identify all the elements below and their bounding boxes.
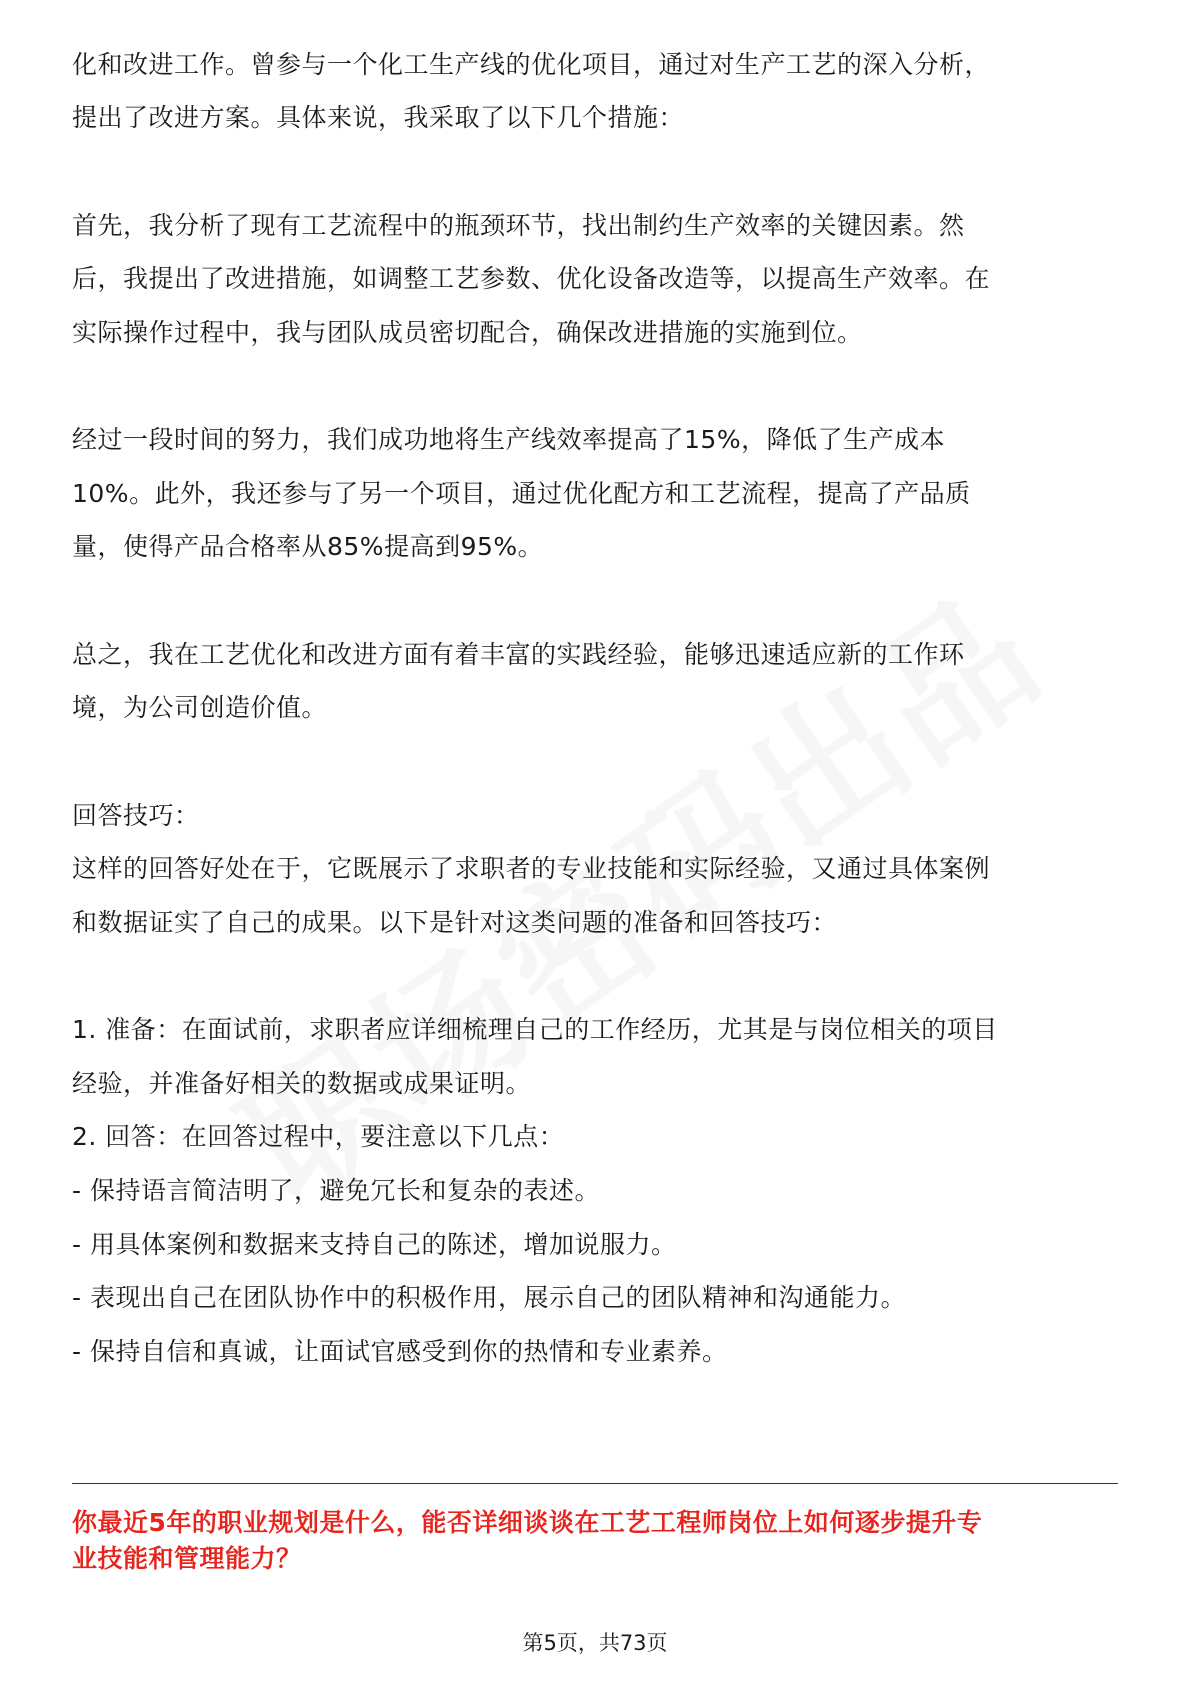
list-item: 1. 准备：在面试前，求职者应详细梳理自己的工作经历，尤其是与岗位相关的项目	[72, 1015, 998, 1044]
body-text-line: 实际操作过程中，我与团队成员密切配合，确保改进措施的实施到位。	[72, 318, 863, 347]
section-heading: 回答技巧：	[72, 801, 200, 830]
body-text-line: 10%。此外，我还参与了另一个项目，通过优化配方和工艺流程，提高了产品质	[72, 479, 971, 508]
bullet-item: - 表现出自己在团队协作中的积极作用，展示自己的团队精神和沟通能力。	[72, 1283, 906, 1312]
list-item-continuation: 经验，并准备好相关的数据或成果证明。	[72, 1069, 532, 1098]
bullet-item: - 用具体案例和数据来支持自己的陈述，增加说服力。	[72, 1230, 677, 1259]
body-text-line: 量，使得产品合格率从85%提高到95%。	[72, 532, 544, 561]
next-question-heading-continuation: 业技能和管理能力？	[72, 1544, 302, 1573]
body-text-line: 这样的回答好处在于，它既展示了求职者的专业技能和实际经验，又通过具体案例	[72, 854, 991, 883]
body-text-line: 经过一段时间的努力，我们成功地将生产线效率提高了15%，降低了生产成本	[72, 425, 946, 454]
section-divider	[72, 1483, 1118, 1484]
body-text-line: 首先，我分析了现有工艺流程中的瓶颈环节，找出制约生产效率的关键因素。然	[72, 211, 965, 240]
body-text-line: 后，我提出了改进措施，如调整工艺参数、优化设备改造等，以提高生产效率。在	[72, 264, 991, 293]
body-text-line: 总之，我在工艺优化和改进方面有着丰富的实践经验，能够迅速适应新的工作环	[72, 640, 965, 669]
next-question-heading: 你最近5年的职业规划是什么，能否详细谈谈在工艺工程师岗位上如何逐步提升专	[72, 1508, 983, 1537]
bullet-item: - 保持自信和真诚，让面试官感受到你的热情和专业素养。	[72, 1337, 728, 1366]
page-number: 第5页，共73页	[522, 1631, 668, 1655]
body-text-line: 提出了改进方案。具体来说，我采取了以下几个措施：	[72, 103, 685, 132]
list-item: 2. 回答：在回答过程中，要注意以下几点：	[72, 1122, 565, 1151]
body-text-line: 化和改进工作。曾参与一个化工生产线的优化项目，通过对生产工艺的深入分析，	[72, 50, 991, 79]
bullet-item: - 保持语言简洁明了，避免冗长和复杂的表述。	[72, 1176, 600, 1205]
body-text-line: 境，为公司创造价值。	[72, 693, 328, 722]
body-text-line: 和数据证实了自己的成果。以下是针对这类问题的准备和回答技巧：	[72, 908, 838, 937]
